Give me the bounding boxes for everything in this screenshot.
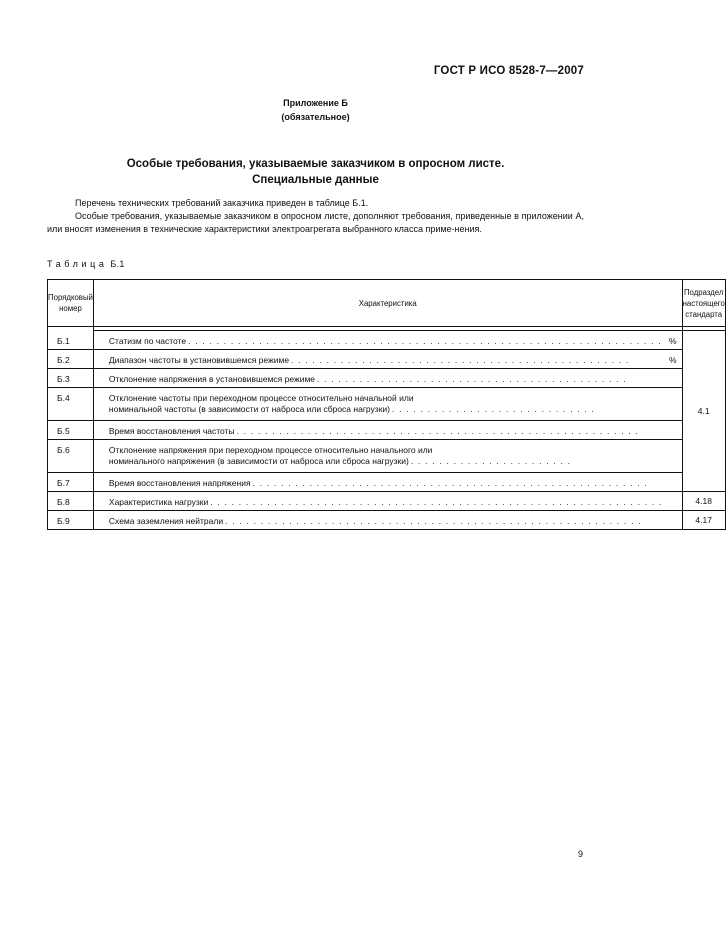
table-row xyxy=(48,421,726,440)
row-characteristic: Диапазон частоты в установившемся режиме . . . . . . . . . . . . . . . . . . . . . . . . . . . . . . . . . . . . . . . . . . . . . . . . % xyxy=(93,350,682,369)
table-row xyxy=(48,331,726,350)
table-row xyxy=(48,492,726,511)
paragraph-2: Особые требования, указываемые заказчиком в опросном листе, дополняют требования, приведенные в приложении А, или вносят изменения в технические характеристики электроагрегата выбранного класса приме-нения. xyxy=(47,211,584,234)
standard-designation: ГОСТ Р ИСО 8528-7—2007 xyxy=(433,65,584,77)
table-row xyxy=(48,388,726,421)
row-text: Время восстановления напряжения xyxy=(108,478,251,488)
row-number: Б.5 xyxy=(48,421,94,440)
row-characteristic: Характеристика нагрузки . . . . . . . . . . . . . . . . . . . . . . . . . . . . . . . . . . . . . . . . . . . . . . . . . . . . . . . . . . . . . . . . xyxy=(93,492,682,511)
appendix-title: Приложение Б xyxy=(283,98,348,108)
row-characteristic: Статизм по частоте . . . . . . . . . . . . . . . . . . . . . . . . . . . . . . . . . . . . . . . . . . . . . . . . . . . . . . . . . . . . . . . . . . . % xyxy=(93,331,682,350)
row-section: 4.18 xyxy=(682,492,725,511)
appendix-status: (обязательное) xyxy=(281,112,350,122)
row-number: Б.7 xyxy=(48,473,94,492)
row-characteristic: Схема заземления нейтрали . . . . . . . . . . . . . . . . . . . . . . . . . . . . . . . . . . . . . . . . . . . . . . . . . . . . . . . . . . . xyxy=(93,511,682,530)
row-characteristic: Отклонение напряжения в установившемся режиме . . . . . . . . . . . . . . . . . . . . . . . . . . . . . . . . . . . . . . . . . . . . xyxy=(93,369,682,388)
row-number: Б.9 xyxy=(48,511,94,530)
row-text: Статизм по частоте xyxy=(108,336,187,346)
heading-line-2: Специальные данные xyxy=(252,174,379,186)
row-text: Время восстановления частоты xyxy=(108,426,235,436)
table-caption xyxy=(47,259,125,269)
row-number: Б.1 xyxy=(48,331,94,350)
table-caption-number: Б.1 xyxy=(110,259,125,269)
row-number: Б.4 xyxy=(48,388,94,421)
row-text-line-1: Отклонение частоты при переходном процессе относительно начальной или xyxy=(108,393,414,403)
row-section: 4.17 xyxy=(682,511,725,530)
row-number: Б.3 xyxy=(48,369,94,388)
header-characteristic: Характеристика xyxy=(93,280,682,327)
section-heading xyxy=(0,156,631,188)
row-number: Б.6 xyxy=(48,440,94,473)
header-number: Порядковый номер xyxy=(48,280,94,327)
table-row xyxy=(48,350,726,369)
header-section: Подраздел настоящего стандарта xyxy=(682,280,725,327)
page-number: 9 xyxy=(577,849,583,859)
row-text: Диапазон частоты в установившемся режиме xyxy=(108,355,290,365)
table-row xyxy=(48,440,726,473)
row-unit: % xyxy=(669,355,677,365)
table-row xyxy=(48,369,726,388)
row-section-group: 4.1 xyxy=(682,331,725,492)
row-text: номинального напряжения (в зависимости от наброса или сброса нагрузки) xyxy=(108,456,409,466)
appendix-block xyxy=(0,96,631,124)
table-header-row xyxy=(48,280,726,327)
row-text: номинальной частоты (в зависимости от наброса или сброса нагрузки) xyxy=(108,404,390,414)
row-text: Характеристика нагрузки xyxy=(108,497,209,507)
table-row xyxy=(48,473,726,492)
row-text-line-1: Отклонение напряжения при переходном процессе относительно начального или xyxy=(108,445,433,455)
table-caption-word: Таблица xyxy=(47,259,108,269)
heading-line-1: Особые требования, указываемые заказчиком в опросном листе. xyxy=(126,158,505,170)
row-number: Б.8 xyxy=(48,492,94,511)
requirements-table xyxy=(47,279,726,530)
row-unit: % xyxy=(669,336,677,346)
row-number: Б.2 xyxy=(48,350,94,369)
table-row xyxy=(48,511,726,530)
row-text: Отклонение напряжения в установившемся режиме xyxy=(108,374,316,384)
intro-text xyxy=(47,197,584,236)
paragraph-1: Перечень технических требований заказчика приведен в таблице Б.1. xyxy=(75,198,369,208)
row-text: Схема заземления нейтрали xyxy=(108,516,224,526)
row-characteristic: Отклонение напряжения при переходном процессе относительно начального или номинального напряжения (в зависимости от наброса или сброса нагрузки) . . . . . . . . . . . . . . . . . . . . . . . xyxy=(93,440,682,473)
row-characteristic: Время восстановления частоты . . . . . . . . . . . . . . . . . . . . . . . . . . . . . . . . . . . . . . . . . . . . . . . . . . . . . . . . . xyxy=(93,421,682,440)
row-characteristic: Время восстановления напряжения . . . . . . . . . . . . . . . . . . . . . . . . . . . . . . . . . . . . . . . . . . . . . . . . . . . . . . . . xyxy=(93,473,682,492)
row-characteristic: Отклонение частоты при переходном процессе относительно начальной или номинальной частоты (в зависимости от наброса или сброса нагрузки) . . . . . . . . . . . . . . . . . . . . . . . . . . . . . xyxy=(93,388,682,421)
